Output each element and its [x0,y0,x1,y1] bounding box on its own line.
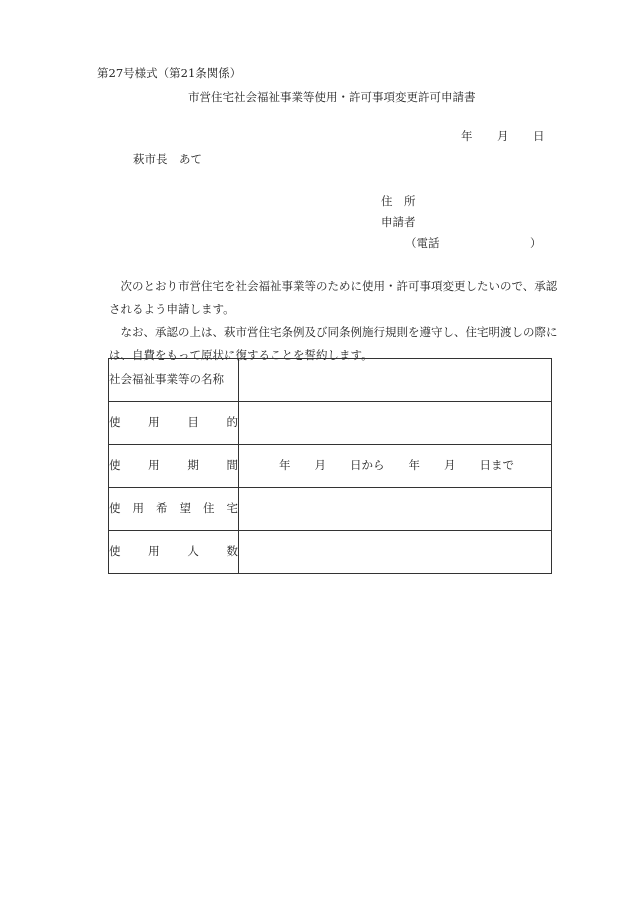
value-project-name[interactable] [239,359,552,402]
addressee: 萩市長 あて [133,152,202,166]
phone-open: （電話 [405,236,440,250]
period-fields [239,460,551,472]
application-table [108,358,552,574]
label-char: 使 [109,415,121,430]
table-row [109,445,552,488]
label-char: 使 [109,544,121,559]
label-char: 使 [109,458,121,473]
body-paragraph-2: なお、承認の上は、萩市営住宅条例及び同条例施行規則を遵守し、住宅明渡しの際には、自費をもって原状に復することを誓約します。 [109,325,558,362]
period-day-to: 日まで [479,458,514,473]
label-text: 社会福祉事業等の名称 [109,372,224,387]
label-char: 使 [109,501,121,516]
table-row [109,359,552,402]
row-label-period [109,445,239,488]
label-char: 数 [226,544,238,559]
label-char: 的 [226,415,238,430]
row-label-project-name [109,359,239,402]
form-number: 第27号様式（第21条関係） [97,66,242,80]
table-row [109,402,552,445]
value-period[interactable] [239,445,552,488]
body-text [109,275,567,367]
table-row [109,488,552,531]
period-month-to: 月 [444,458,456,473]
label-char: 用 [148,458,160,473]
value-number-of-users[interactable] [239,531,552,574]
row-label-desired-housing [109,488,239,531]
date-month: 月 [497,129,509,143]
label-char: 望 [179,501,191,516]
label-char: 宅 [226,501,238,516]
address-label: 住 所 [381,194,416,208]
applicant-label: 申請者 [381,215,416,229]
row-label-number-of-users [109,531,239,574]
date-year: 年 [461,129,473,143]
date-day: 日 [533,129,545,143]
value-desired-housing[interactable] [239,488,552,531]
label-char: 住 [203,501,215,516]
page-title: 市営住宅社会福祉事業等使用・許可事項変更許可申請書 [188,90,476,104]
value-purpose[interactable] [239,402,552,445]
body-paragraph-1: 次のとおり市営住宅を社会福祉事業等のために使用・許可事項変更したいので、承認されるよう申請します。 [109,279,558,316]
label-char: 目 [187,415,199,430]
label-char: 用 [148,415,160,430]
label-char: 用 [148,544,160,559]
period-year-from: 年 [279,458,291,473]
label-char: 間 [226,458,238,473]
row-label-purpose [109,402,239,445]
period-year-to: 年 [408,458,420,473]
label-char: 希 [156,501,168,516]
phone-close: ） [530,236,542,250]
table-row [109,531,552,574]
label-char: 人 [187,544,199,559]
label-char: 用 [132,501,144,516]
period-month-from: 月 [314,458,326,473]
label-char: 期 [187,458,199,473]
period-day-from: 日から [350,458,385,473]
